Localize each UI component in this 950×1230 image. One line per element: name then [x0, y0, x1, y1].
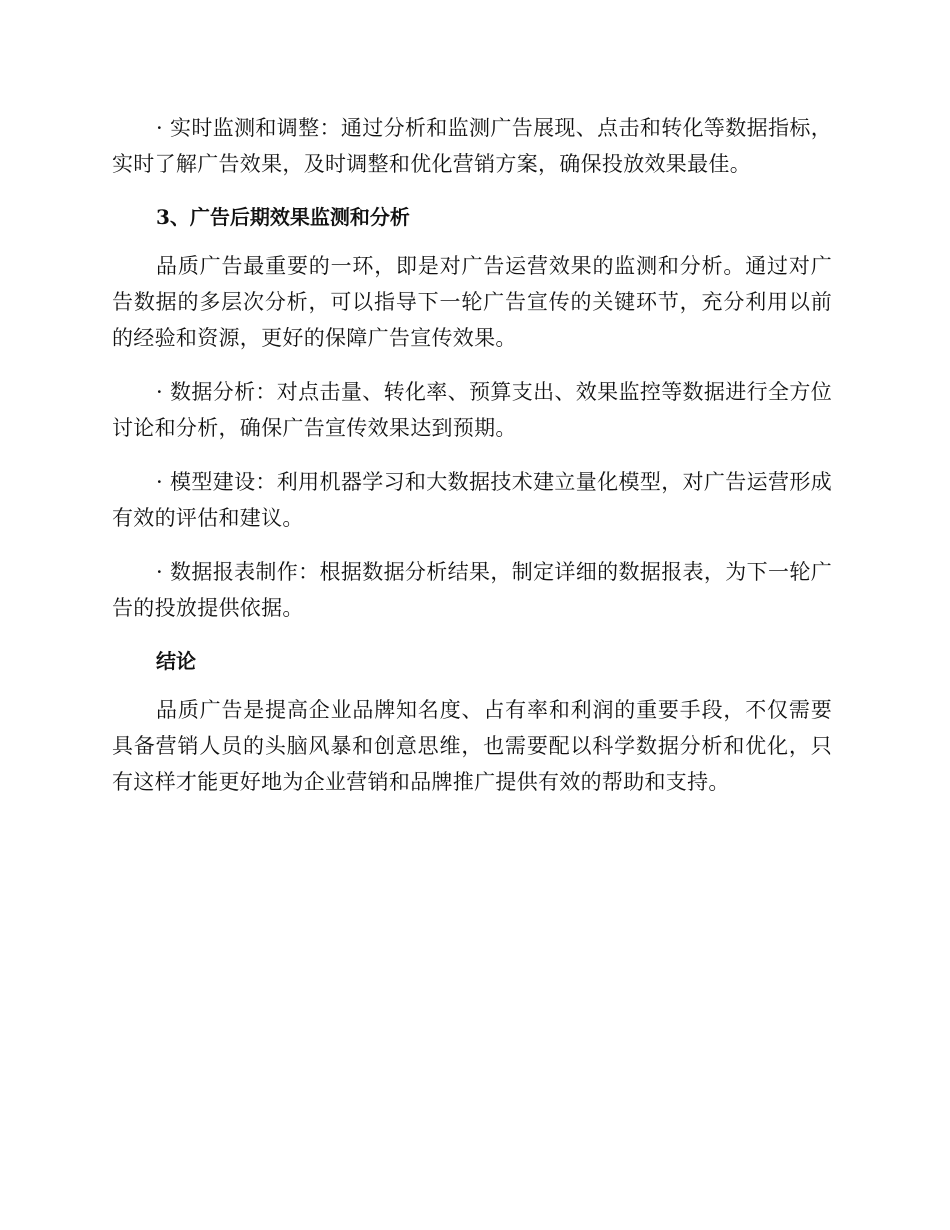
paragraph-realtime-monitoring: · 实时监测和调整：通过分析和监测广告展现、点击和转化等数据指标，实时了解广告效果，及时调整和优化营销方案，确保投放效果最佳。 — [112, 116, 832, 176]
paragraph-post-analysis-intro: 品质广告最重要的一环，即是对广告运营效果的监测和分析。通过对广告数据的多层次分析，可以指导下一轮广告宣传的关键环节，充分利用以前的经验和资源，更好的保障广告宣传效果。 — [112, 254, 832, 350]
paragraph-data-analysis: · 数据分析：对点击量、转化率、预算支出、效果监控等数据进行全方位讨论和分析，确保广告宣传效果达到预期。 — [112, 380, 832, 440]
paragraph-model-building: · 模型建设：利用机器学习和大数据技术建立量化模型，对广告运营形成有效的评估和建议。 — [112, 470, 832, 530]
conclusion-heading: 结论 — [156, 649, 196, 673]
document-body — [112, 110, 832, 818]
section-heading-3: 3、广告后期效果监测和分析 — [156, 205, 410, 229]
paragraph-conclusion: 品质广告是提高企业品牌知名度、占有率和利润的重要手段，不仅需要具备营销人员的头脑风暴和创意思维，也需要配以科学数据分析和优化，只有这样才能更好地为企业营销和品牌推广提供有效的帮助和支持。 — [112, 698, 832, 794]
paragraph-data-report: · 数据报表制作：根据数据分析结果，制定详细的数据报表，为下一轮广告的投放提供依据。 — [112, 560, 832, 620]
